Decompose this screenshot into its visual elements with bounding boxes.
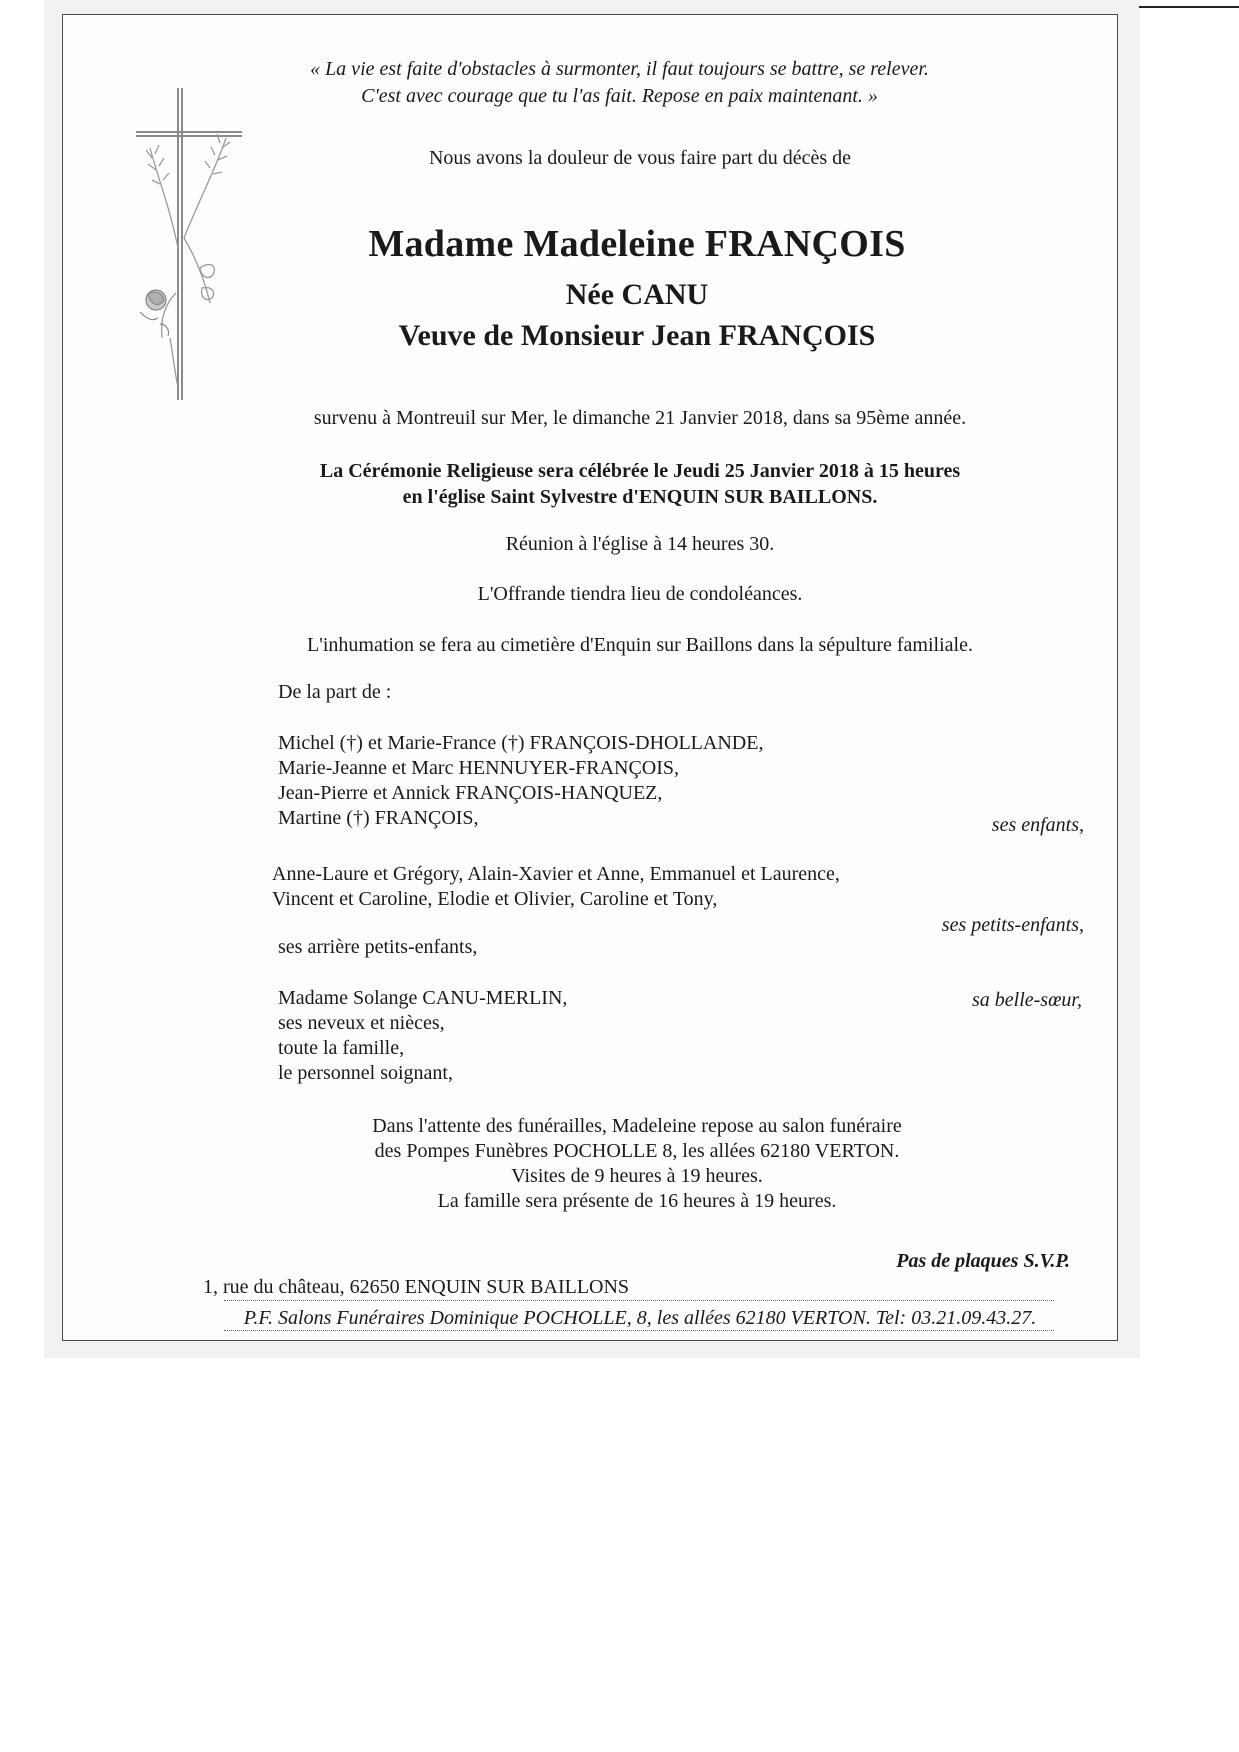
meeting-time: Réunion à l'église à 14 heures 30.: [505, 533, 775, 555]
deceased-widow-of: Veuve de Monsieur Jean FRANÇOIS: [398, 319, 876, 352]
grandchildren-relation: ses petits-enfants,: [941, 914, 1084, 936]
funeral-home-info: [0, 1114, 1239, 1214]
other-family-line: toute la famille,: [278, 1037, 405, 1059]
ceremony-details: [0, 458, 1239, 510]
deceased-name: Madame Madeleine FRANÇOIS: [368, 223, 906, 265]
ceremony-line-1: La Cérémonie Religieuse sera célébrée le Jeudi 25 Janvier 2018 à 15 heures: [319, 460, 961, 482]
children-line: Martine (†) FRANÇOIS,: [278, 807, 479, 829]
footer-divider-bottom: [224, 1330, 1054, 1331]
from-label: De la part de :: [278, 681, 392, 703]
grandchildren-line: Anne-Laure et Grégory, Alain-Xavier et Anne, Emmanuel et Laurence,: [272, 863, 840, 885]
quote-line-1: « La vie est faite d'obstacles à surmonter, il faut toujours se battre, se relever.: [310, 58, 929, 80]
sister-in-law-relation: sa belle-sœur,: [972, 989, 1082, 1011]
burial-note: L'inhumation se fera au cimetière d'Enquin sur Baillons dans la sépulture familiale.: [307, 634, 973, 656]
death-notice: survenu à Montreuil sur Mer, le dimanche 21 Janvier 2018, dans sa 95ème année.: [313, 407, 967, 429]
epigraph-quote: [0, 56, 1239, 110]
quote-line-2: C'est avec courage que tu l'as fait. Repose en paix maintenant. »: [361, 85, 878, 107]
no-plaques-note: Pas de plaques S.V.P.: [896, 1250, 1070, 1272]
footer-divider: [224, 1300, 1054, 1301]
children-relation: ses enfants,: [991, 814, 1084, 836]
ceremony-line-2: en l'église Saint Sylvestre d'ENQUIN SUR BAILLONS.: [402, 486, 878, 508]
funeral-line: des Pompes Funèbres POCHOLLE 8, les allées 62180 VERTON.: [374, 1140, 900, 1162]
grandchildren-list: [272, 862, 840, 912]
other-family-line: ses neveux et nièces,: [278, 1012, 445, 1034]
children-line: Marie-Jeanne et Marc HENNUYER-FRANÇOIS,: [278, 757, 680, 779]
children-list: [278, 731, 763, 831]
children-line: Michel (†) et Marie-France (†) FRANÇOIS-DHOLLANDE,: [278, 732, 764, 754]
offering-note: L'Offrande tiendra lieu de condoléances.: [477, 583, 803, 605]
funeral-line: Visites de 9 heures à 19 heures.: [511, 1165, 763, 1187]
funeral-line: La famille sera présente de 16 heures à 19 heures.: [437, 1190, 837, 1212]
other-family-list: [278, 1011, 453, 1086]
funeral-line: Dans l'attente des funérailles, Madeleine repose au salon funéraire: [372, 1115, 902, 1137]
intro-text: Nous avons la douleur de vous faire part du décès de: [428, 147, 852, 169]
family-address: 1, rue du château, 62650 ENQUIN SUR BAILLONS: [203, 1276, 630, 1298]
funeral-home-footer: P.F. Salons Funéraires Dominique POCHOLLE, 8, les allées 62180 VERTON. Tel: 03.21.09.43.27.: [243, 1307, 1037, 1329]
great-grandchildren: ses arrière petits-enfants,: [278, 936, 478, 958]
sister-in-law-name: Madame Solange CANU-MERLIN,: [278, 987, 568, 1009]
children-line: Jean-Pierre et Annick FRANÇOIS-HANQUEZ,: [278, 782, 663, 804]
scan-edge-mark: [1139, 0, 1239, 8]
other-family-line: le personnel soignant,: [278, 1062, 453, 1084]
grandchildren-line: Vincent et Caroline, Elodie et Olivier, Caroline et Tony,: [272, 888, 718, 910]
deceased-maiden-name: Née CANU: [565, 278, 709, 311]
